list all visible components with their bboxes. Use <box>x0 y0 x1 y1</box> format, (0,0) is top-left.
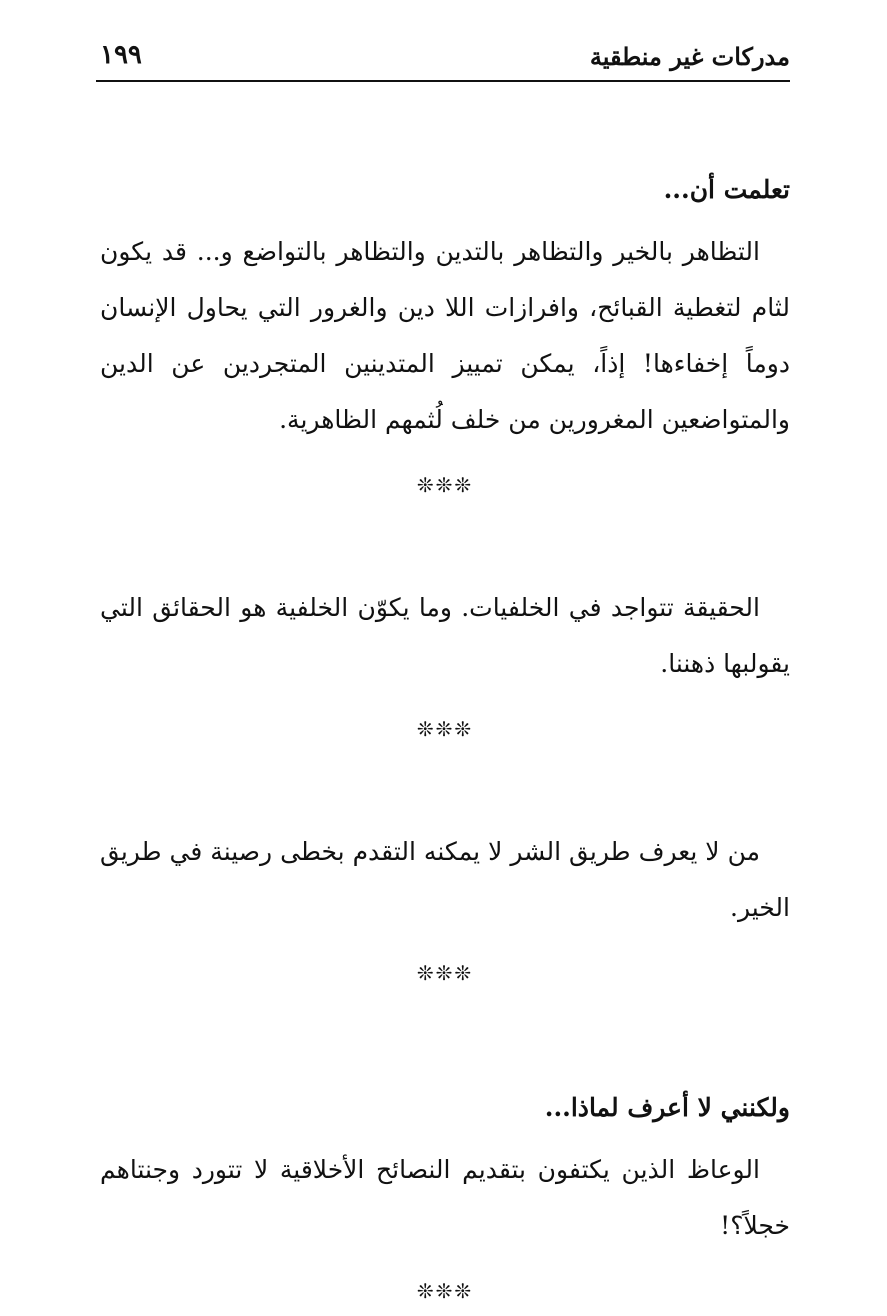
section-heading: ولكنني لا أعرف لماذا... <box>544 1093 790 1122</box>
section-separator: ❊❊❊ <box>416 961 474 985</box>
page-number: ١٩٩ <box>100 40 142 70</box>
section-separator: ❊❊❊ <box>416 473 474 497</box>
section-paragraph: الوعاظ الذين يكتفون بتقديم النصائح الأخلاقية لا تتورد وجنتاهم خجلاً؟! <box>100 1155 790 1240</box>
section-4 <box>100 1088 790 1306</box>
running-title: مدركات غير منطقية <box>589 42 790 71</box>
section-1 <box>100 170 790 500</box>
section-paragraph: الحقيقة تتواجد في الخلفيات. وما يكوّن الخلفية هو الحقائق التي يقولبها ذهننا. <box>100 593 790 678</box>
section-separator: ❊❊❊ <box>416 1279 474 1303</box>
page-header <box>96 38 790 82</box>
section-3 <box>100 824 790 988</box>
section-separator: ❊❊❊ <box>416 717 474 741</box>
section-heading: تعلمت أن... <box>663 175 790 204</box>
page-content <box>100 170 790 1306</box>
section-paragraph: من لا يعرف طريق الشر لا يمكنه التقدم بخطى رصينة في طريق الخير. <box>100 837 790 922</box>
section-2 <box>100 580 790 744</box>
section-paragraph: التظاهر بالخير والتظاهر بالتدين والتظاهر بالتواضع و... قد يكون لثام لتغطية القبائح، وافرازات اللا دين والغرور التي يحاول الإنسان دوماً إخفاءها! إذاً، يمكن تمييز المتدينين المتجردين عن الدين والمتواضعين المغرورين من خلف لُثمهم الظاهرية. <box>100 237 790 434</box>
